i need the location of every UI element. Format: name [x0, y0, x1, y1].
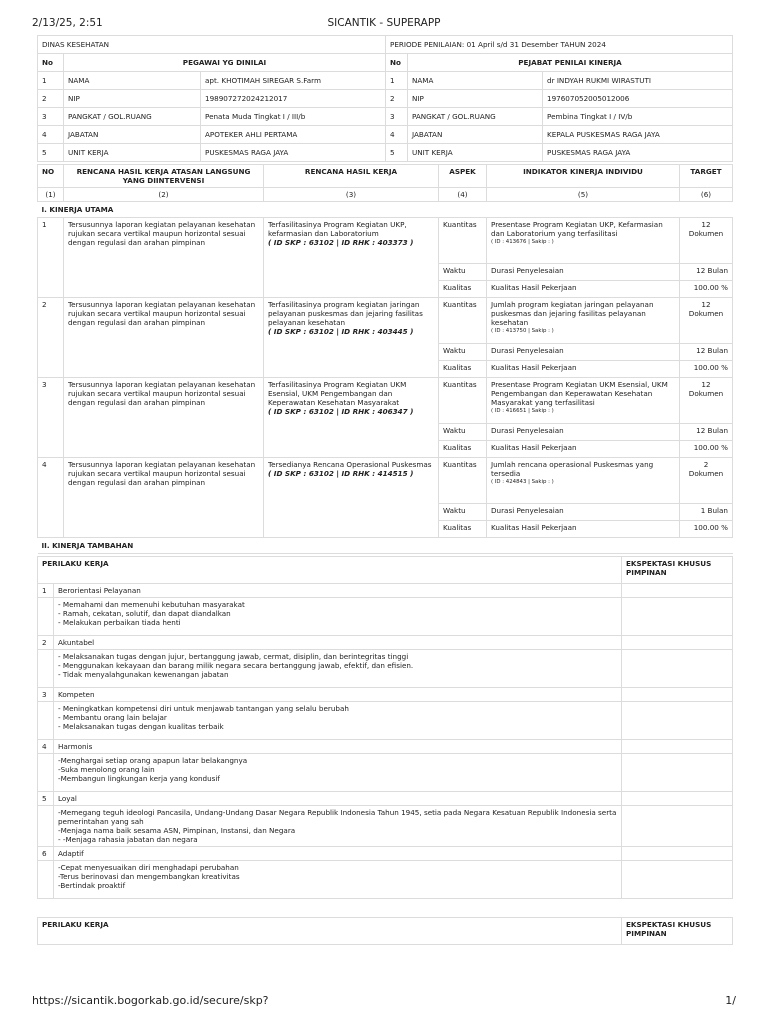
kinerja-row — [38, 218, 733, 264]
aspek-kualitas: Kualitas — [439, 441, 487, 458]
perilaku-title-row — [38, 584, 733, 598]
aspek-kualitas: Kualitas — [439, 521, 487, 538]
perilaku-no: 3 — [38, 688, 54, 702]
identity-no: 2 — [38, 90, 64, 108]
perilaku-spacer — [38, 650, 54, 688]
ekspektasi-cell — [622, 754, 733, 792]
identity-value-right: PUSKESMAS RAGA JAYA — [543, 144, 733, 162]
indikator-id: ( ID : 416651 | Sakip : ) — [491, 408, 554, 414]
perilaku-spacer — [38, 598, 54, 636]
rhk-text: Terfasilitasinya program kegiatan jaringan pelayanan puskesmas dan jejaring fasilitas pelayanan kesehatan — [268, 300, 423, 327]
indikator-waktu: Durasi Penyelesaian — [487, 264, 680, 281]
aspek-kuantitas: Kuantitas — [439, 298, 487, 344]
identity-label: NAMA — [64, 72, 201, 90]
kh-target: TARGET — [680, 165, 733, 188]
identity-no: 3 — [38, 108, 64, 126]
ekspektasi-header-2: EKSPEKTASI KHUSUS PIMPINAN — [622, 918, 733, 945]
ekspektasi-cell — [622, 636, 733, 650]
identity-no-right: 2 — [386, 90, 408, 108]
perilaku-desc-row — [38, 650, 733, 688]
rhk-text: Terfasilitasinya Program Kegiatan UKP, kefarmasian dan Laboratorium — [268, 220, 407, 238]
target-kualitas: 100.00 % — [680, 441, 733, 458]
identity-label-right: UNIT KERJA — [408, 144, 543, 162]
page-number: 1/ — [725, 994, 736, 1007]
aspek-waktu: Waktu — [439, 344, 487, 361]
target-kualitas: 100.00 % — [680, 521, 733, 538]
target-waktu: 12 Bulan — [680, 344, 733, 361]
perilaku-header: PERILAKU KERJA — [38, 557, 622, 584]
kinerja-no: 2 — [38, 298, 64, 378]
ekspektasi-cell — [622, 847, 733, 861]
indikator-text: Presentase Program Kegiatan UKP, Kefarmasian dan Laboratorium yang terfasilitasi — [491, 220, 663, 238]
pejabat-title: PEJABAT PENILAI KINERJA — [408, 54, 733, 72]
indikator-text: Presentase Program Kegiatan UKM Esensial, UKM Pengembangan dan Keperawatan Kesehatan Masyarakat yang terfasilitasi — [491, 380, 668, 407]
kinerja-rhk — [264, 218, 439, 298]
perilaku-desc-row — [38, 806, 733, 847]
rhk-text: Tersedianya Rencana Operasional Puskesmas — [268, 460, 432, 469]
perilaku-title-row — [38, 740, 733, 754]
print-title: SICANTIK - SUPERAPP — [327, 17, 441, 29]
indikator-waktu: Durasi Penyelesaian — [487, 424, 680, 441]
target-waktu: 12 Bulan — [680, 424, 733, 441]
ekspektasi-cell — [622, 806, 733, 847]
kinerja-rhk — [264, 378, 439, 458]
identity-value: apt. KHOTIMAH SIREGAR S.Farm — [201, 72, 386, 90]
indikator-kualitas: Kualitas Hasil Pekerjaan — [487, 281, 680, 298]
indikator-waktu: Durasi Penyelesaian — [487, 344, 680, 361]
target-kuantitas: 12 Dokumen — [680, 298, 733, 344]
identity-value: APOTEKER AHLI PERTAMA — [201, 126, 386, 144]
identity-no: 4 — [38, 126, 64, 144]
ekspektasi-cell — [622, 702, 733, 740]
identity-value-right: dr INDYAH RUKMI WIRASTUTI — [543, 72, 733, 90]
kinerja-row — [38, 458, 733, 504]
indikator-kuantitas — [487, 458, 680, 504]
kn-6: (6) — [680, 188, 733, 202]
kinerja-atasan: Tersusunnya laporan kegiatan pelayanan kesehatan rujukan secara vertikal maupun horizontal sesuai dengan regulasi dan arahan pimpinan — [64, 218, 264, 298]
ekspektasi-cell — [622, 688, 733, 702]
perilaku-header-2: PERILAKU KERJA — [38, 918, 622, 945]
target-kuantitas: 2 Dokumen — [680, 458, 733, 504]
kh-no: NO — [38, 165, 64, 188]
identity-no: 5 — [38, 144, 64, 162]
identity-table — [37, 35, 733, 162]
perilaku-spacer — [38, 806, 54, 847]
aspek-kuantitas: Kuantitas — [439, 378, 487, 424]
ekspektasi-cell — [622, 740, 733, 754]
aspek-waktu: Waktu — [439, 504, 487, 521]
kn-5: (5) — [487, 188, 680, 202]
kinerja-no: 3 — [38, 378, 64, 458]
indikator-kuantitas — [487, 378, 680, 424]
perilaku-desc: - Melaksanakan tugas dengan jujur, bertanggung jawab, cermat, disiplin, dan berintegritas tinggi - Menggunakan kekayaan dan barang milik negara secara bertanggung jawab, efektif, dan efisien. - Tidak menyalahgunakan kewenangan jabatan — [54, 650, 622, 688]
ekspektasi-cell — [622, 650, 733, 688]
perilaku-desc: -Menghargai setiap orang apapun latar belakangnya -Suka menolong orang lain -Membangun lingkungan kerja yang kondusif — [54, 754, 622, 792]
perilaku-title-row — [38, 847, 733, 861]
ekspektasi-header: EKSPEKTASI KHUSUS PIMPINAN — [622, 557, 733, 584]
no-header-right: No — [386, 54, 408, 72]
identity-row — [38, 90, 733, 108]
identity-label: JABATAN — [64, 126, 201, 144]
section-kinerja-utama: I. KINERJA UTAMA — [38, 202, 733, 218]
skp-document — [37, 35, 733, 945]
identity-row — [38, 72, 733, 90]
identity-label: UNIT KERJA — [64, 144, 201, 162]
identity-label-right: NIP — [408, 90, 543, 108]
perilaku-no: 4 — [38, 740, 54, 754]
perilaku-title: Adaptif — [54, 847, 622, 861]
kinerja-atasan: Tersusunnya laporan kegiatan pelayanan kesehatan rujukan secara vertikal maupun horizontal sesuai dengan regulasi dan arahan pimpinan — [64, 458, 264, 538]
target-kuantitas: 12 Dokumen — [680, 378, 733, 424]
kn-4: (4) — [439, 188, 487, 202]
kh-aspek: ASPEK — [439, 165, 487, 188]
identity-row — [38, 126, 733, 144]
print-date: 2/13/25, 2:51 — [32, 17, 103, 29]
indikator-id: ( ID : 413750 | Sakip : ) — [491, 328, 554, 334]
perilaku-title: Akuntabel — [54, 636, 622, 650]
identity-no-right: 4 — [386, 126, 408, 144]
kinerja-table — [37, 164, 733, 554]
perilaku-desc: -Memegang teguh ideologi Pancasila, Undang-Undang Dasar Negara Republik Indonesia Tahun 1945, setia pada Negara Kesatuan Republik Indonesia serta pemerintahan yang sah -Menjaga nama baik sesama ASN, Pimpinan, Instansi, dan Negara - -Menjaga rahasia jabatan dan negara — [54, 806, 622, 847]
identity-label: NIP — [64, 90, 201, 108]
identity-value: 198907272024212017 — [201, 90, 386, 108]
dinas-label: DINAS KESEHATAN — [38, 36, 386, 54]
identity-label: PANGKAT / GOL.RUANG — [64, 108, 201, 126]
identity-label-right: NAMA — [408, 72, 543, 90]
perilaku-desc-row — [38, 598, 733, 636]
aspek-waktu: Waktu — [439, 424, 487, 441]
perilaku-spacer — [38, 861, 54, 899]
kn-2: (2) — [64, 188, 264, 202]
indikator-kualitas: Kualitas Hasil Pekerjaan — [487, 361, 680, 378]
ekspektasi-cell — [622, 792, 733, 806]
aspek-waktu: Waktu — [439, 264, 487, 281]
kh-rhk: RENCANA HASIL KERJA — [264, 165, 439, 188]
ekspektasi-cell — [622, 861, 733, 899]
pegawai-title: PEGAWAI YG DINILAI — [64, 54, 386, 72]
indikator-kualitas: Kualitas Hasil Pekerjaan — [487, 521, 680, 538]
kinerja-row — [38, 378, 733, 424]
kinerja-row — [38, 298, 733, 344]
aspek-kualitas: Kualitas — [439, 361, 487, 378]
identity-no-right: 3 — [386, 108, 408, 126]
target-waktu: 12 Bulan — [680, 264, 733, 281]
perilaku-desc: - Meningkatkan kompetensi diri untuk menjawab tantangan yang selalu berubah - Membantu orang lain belajar - Melaksanakan tugas dengan kualitas terbaik — [54, 702, 622, 740]
kinerja-no: 1 — [38, 218, 64, 298]
rhk-id: ( ID SKP : 63102 | ID RHK : 403445 ) — [268, 327, 414, 336]
indikator-id: ( ID : 413676 | Sakip : ) — [491, 239, 554, 245]
no-header: No — [38, 54, 64, 72]
page-url: https://sicantik.bogorkab.go.id/secure/skp? — [32, 994, 269, 1007]
identity-row — [38, 144, 733, 162]
indikator-text: Jumlah program kegiatan jaringan pelayanan puskesmas dan jejaring fasilitas pelayanan kesehatan — [491, 300, 654, 327]
identity-value-right: Pembina Tingkat I / IV/b — [543, 108, 733, 126]
target-waktu: 1 Bulan — [680, 504, 733, 521]
ekspektasi-cell — [622, 598, 733, 636]
perilaku-title-row — [38, 688, 733, 702]
indikator-kuantitas — [487, 298, 680, 344]
target-kuantitas: 12 Dokumen — [680, 218, 733, 264]
kh-atasan: RENCANA HASIL KERJA ATASAN LANGSUNG YANG DIINTERVENSI — [64, 165, 264, 188]
perilaku-table — [37, 556, 733, 945]
identity-value-right: 197607052005012006 — [543, 90, 733, 108]
indikator-id: ( ID : 424843 | Sakip : ) — [491, 479, 554, 485]
section-kinerja-tambahan: II. KINERJA TAMBAHAN — [38, 538, 733, 554]
perilaku-no: 1 — [38, 584, 54, 598]
periode-label: PERIODE PENILAIAN: 01 April s/d 31 Desember TAHUN 2024 — [386, 36, 733, 54]
indikator-waktu: Durasi Penyelesaian — [487, 504, 680, 521]
aspek-kualitas: Kualitas — [439, 281, 487, 298]
rhk-text: Terfasilitasinya Program Kegiatan UKM Esensial, UKM Pengembangan dan Keperawatan Kesehatan Masyarakat — [268, 380, 407, 407]
indikator-kuantitas — [487, 218, 680, 264]
perilaku-no: 2 — [38, 636, 54, 650]
identity-no-right: 5 — [386, 144, 408, 162]
kh-indikator: INDIKATOR KINERJA INDIVIDU — [487, 165, 680, 188]
kn-1: (1) — [38, 188, 64, 202]
kinerja-atasan: Tersusunnya laporan kegiatan pelayanan kesehatan rujukan secara vertikal maupun horizontal sesuai dengan regulasi dan arahan pimpinan — [64, 298, 264, 378]
perilaku-no: 5 — [38, 792, 54, 806]
kinerja-atasan: Tersusunnya laporan kegiatan pelayanan kesehatan rujukan secara vertikal maupun horizontal sesuai dengan regulasi dan arahan pimpinan — [64, 378, 264, 458]
perilaku-spacer — [38, 754, 54, 792]
indikator-text: Jumlah rencana operasional Puskesmas yang tersedia — [491, 460, 654, 478]
perilaku-desc-row — [38, 754, 733, 792]
identity-value-right: KEPALA PUSKESMAS RAGA JAYA — [543, 126, 733, 144]
identity-no-right: 1 — [386, 72, 408, 90]
perilaku-title: Harmonis — [54, 740, 622, 754]
aspek-kuantitas: Kuantitas — [439, 458, 487, 504]
identity-label-right: PANGKAT / GOL.RUANG — [408, 108, 543, 126]
target-kualitas: 100.00 % — [680, 281, 733, 298]
aspek-kuantitas: Kuantitas — [439, 218, 487, 264]
kinerja-no: 4 — [38, 458, 64, 538]
kinerja-rhk — [264, 458, 439, 538]
print-header — [32, 17, 736, 31]
perilaku-title: Loyal — [54, 792, 622, 806]
identity-value: Penata Muda Tingkat I / III/b — [201, 108, 386, 126]
ekspektasi-cell — [622, 584, 733, 598]
perilaku-title-row — [38, 636, 733, 650]
identity-value: PUSKESMAS RAGA JAYA — [201, 144, 386, 162]
rhk-id: ( ID SKP : 63102 | ID RHK : 414515 ) — [268, 469, 414, 478]
target-kualitas: 100.00 % — [680, 361, 733, 378]
perilaku-desc-row — [38, 861, 733, 899]
perilaku-title: Berorientasi Pelayanan — [54, 584, 622, 598]
kinerja-rhk — [264, 298, 439, 378]
rhk-id: ( ID SKP : 63102 | ID RHK : 403373 ) — [268, 238, 414, 247]
kn-3: (3) — [264, 188, 439, 202]
perilaku-desc: -Cepat menyesuaikan diri menghadapi perubahan -Terus berinovasi dan mengembangkan kreativitas -Bertindak proaktif — [54, 861, 622, 899]
perilaku-title-row — [38, 792, 733, 806]
perilaku-spacer — [38, 702, 54, 740]
identity-row — [38, 108, 733, 126]
identity-label-right: JABATAN — [408, 126, 543, 144]
perilaku-desc-row — [38, 702, 733, 740]
rhk-id: ( ID SKP : 63102 | ID RHK : 406347 ) — [268, 407, 414, 416]
perilaku-title: Kompeten — [54, 688, 622, 702]
perilaku-no: 6 — [38, 847, 54, 861]
identity-no: 1 — [38, 72, 64, 90]
perilaku-desc: - Memahami dan memenuhi kebutuhan masyarakat - Ramah, cekatan, solutif, dan dapat diandalkan - Melakukan perbaikan tiada henti — [54, 598, 622, 636]
indikator-kualitas: Kualitas Hasil Pekerjaan — [487, 441, 680, 458]
